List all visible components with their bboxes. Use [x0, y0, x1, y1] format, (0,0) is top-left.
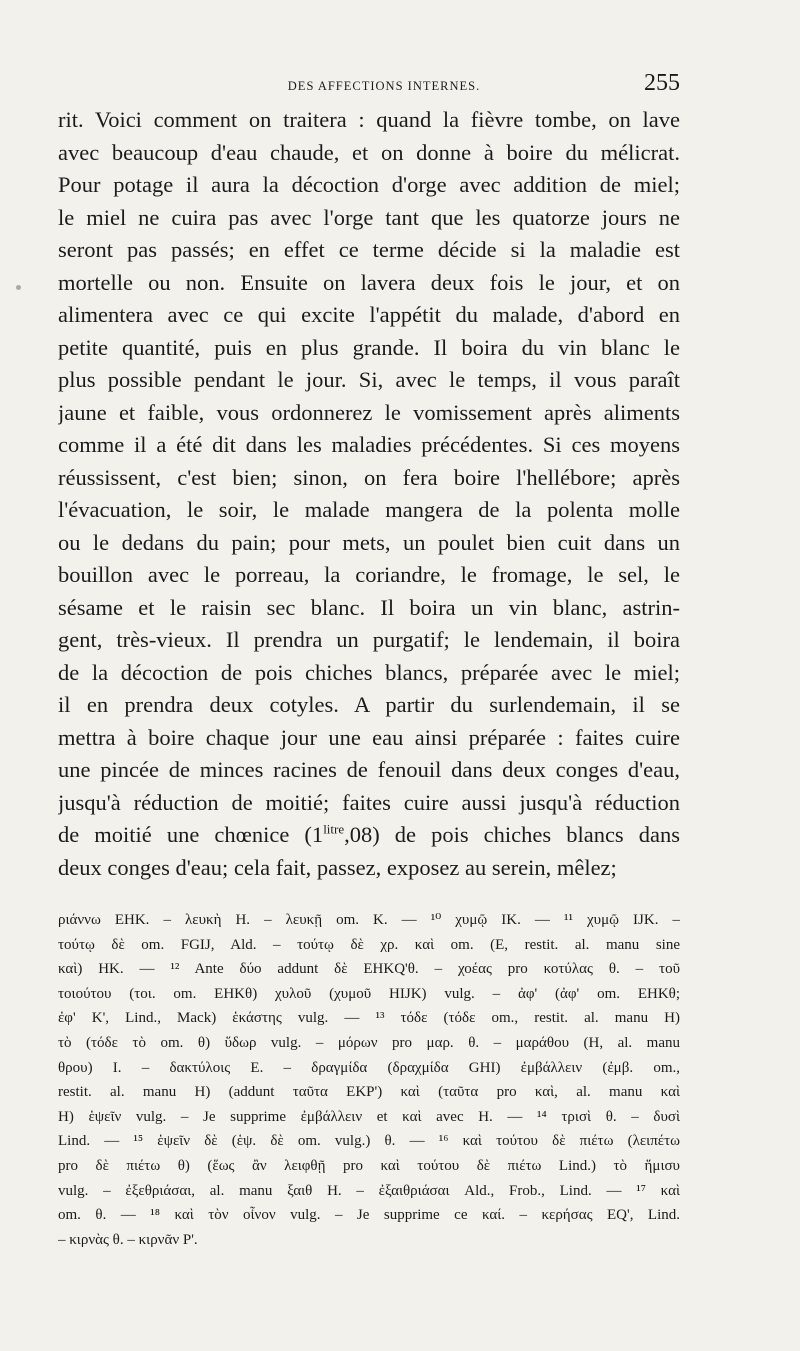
footnote-line: restit. al. manu H) (addunt ταῦτα EKP') καὶ (ταῦτα pro καὶ, al. manu καὶ — [58, 1084, 680, 1101]
text-line: ou le dedans du pain; pour mets, un poulet bien cuit dans un — [58, 529, 680, 555]
text-line: mettra à boire chaque jour une eau ainsi préparée : faites cuire — [58, 724, 680, 750]
text-line: une pincée de minces racines de fenouil dans deux conges d'eau, — [58, 757, 680, 782]
text-line: Pour potage il aura la décoction d'orge avec addition de miel; — [58, 172, 680, 197]
text-line: deux conges d'eau; cela fait, passez, exposez au serein, mêlez; — [58, 854, 617, 880]
text-line: jaune et faible, vous ordonnerez le vomissement après aliments — [58, 399, 680, 425]
text-line: seront pas passés; en effet ce terme décide si la maladie est — [58, 237, 680, 262]
text-line: mortelle ou non. Ensuite on lavera deux fois le jour, et on — [58, 269, 680, 295]
footnotes — [58, 908, 680, 1252]
footnote-line: ριάννω EHK. – λευκὴ H. – λευκῇ om. K. — ¹⁰ χυμῷ IK. — ¹¹ χυμῷ IJK. – — [58, 912, 680, 928]
text-line: petite quantité, puis en plus grande. Il boira du vin blanc le — [58, 334, 680, 360]
text-line: réussissent, c'est bien; sinon, on fera boire l'hellébore; après — [58, 464, 680, 490]
text-line: comme il a été dit dans les maladies précédentes. Si ces moyens — [58, 432, 680, 457]
footnote-line: om. θ. — ¹⁸ καὶ τὸν οἶνον vulg. – Je supprime ce καί. – κερήσας EQ', Lind. — [58, 1207, 680, 1224]
text-line: jusqu'à réduction de moitié; faites cuire aussi jusqu'à réduction — [58, 789, 680, 815]
running-title: DES AFFECTIONS INTERNES. — [287, 79, 481, 93]
footnote-line: ἐφ' K', Lind., Mack) ἑκάστης vulg. — ¹³ τόδε (τόδε om., restit. al. manu H) — [58, 1010, 680, 1027]
footnote-line: τοιούτου (τοι. om. EHKθ) χυλοῦ (χυμοῦ HIJK) vulg. – ἀφ' (ἀφ' om. EHKθ; — [58, 985, 680, 1002]
running-head — [58, 70, 680, 100]
footnote-line: vulg. – ἐξεθριάσαι, al. manu ξαιθ H. – ἐξαιθριάσαι Ald., Frob., Lind. — ¹⁷ καὶ — [58, 1182, 680, 1199]
text-line: l'évacuation, le soir, le malade mangera de la polenta molle — [58, 497, 680, 522]
text-line: le miel ne cuira pas avec l'orge tant que les quatorze jours ne — [58, 204, 680, 230]
footnote-line: Lind. — ¹⁵ ἑψεῖν δὲ (ἑψ. δὲ om. vulg.) θ. — ¹⁶ καὶ τούτου δὲ πιέτω (λειπέτω — [58, 1133, 680, 1150]
footnote-line: καὶ) HK. — ¹² Ante δύο addunt δὲ EHKQ'θ. – χοέας pro κοτύλας θ. – τοῦ — [58, 961, 680, 978]
footnote-line: – κιρνὰς θ. – κιρνᾶν P'. — [58, 1231, 198, 1248]
text-line: de moitié une chœnice $(1^{litre},08)$ de pois chiches blancs dans — [58, 821, 680, 847]
text-line: sésame et le raisin sec blanc. Il boira un vin blanc, astrin- — [58, 594, 680, 620]
footnote-line: τὸ (τόδε τὸ om. θ) ὕδωρ vulg. – μόρων pro μαρ. θ. – μαράθου (H, al. manu — [58, 1034, 680, 1051]
margin-mark — [16, 285, 21, 290]
footnote-line: θρου) I. – δακτύλοις E. – δραγμίδα (δραχμίδα GHI) ἐμβάλλειν (ἐμβ. om., — [58, 1059, 680, 1076]
text-line: gent, très-vieux. Il prendra un purgatif; le lendemain, il boira — [58, 627, 680, 652]
footnote-line: τούτῳ δὲ om. FGIJ, Ald. – τούτῳ δὲ χρ. καὶ om. (E, restit. al. manu sine — [58, 936, 680, 953]
page-number: 255 — [644, 70, 680, 96]
footnote-line: pro δὲ πιέτω θ) (ἕως ἂν λειφθῇ pro καὶ τούτου δὲ πιέτω Lind.) τὸ ἥμισυ — [58, 1157, 680, 1174]
text-line: plus possible pendant le jour. Si, avec le temps, il vous paraît — [58, 367, 680, 392]
footnote-line: H) ἑψεῖν vulg. – Je supprime ἐμβάλλειν et καὶ avec H. — ¹⁴ τρισὶ θ. – δυσὶ — [58, 1108, 680, 1125]
main-text — [58, 104, 680, 884]
text-line: il en prendra deux cotyles. A partir du surlendemain, il se — [58, 692, 680, 717]
text-line: avec beaucoup d'eau chaude, et on donne à boire du mélicrat. — [58, 139, 680, 165]
text-line: de la décoction de pois chiches blancs, préparée avec le miel; — [58, 659, 680, 685]
text-line: bouillon avec le porreau, la coriandre, le fromage, le sel, le — [58, 562, 680, 587]
text-line: alimentera avec ce qui excite l'appétit du malade, d'abord en — [58, 302, 680, 327]
text-line: rit. Voici comment on traitera : quand la fièvre tombe, on lave — [58, 107, 680, 132]
